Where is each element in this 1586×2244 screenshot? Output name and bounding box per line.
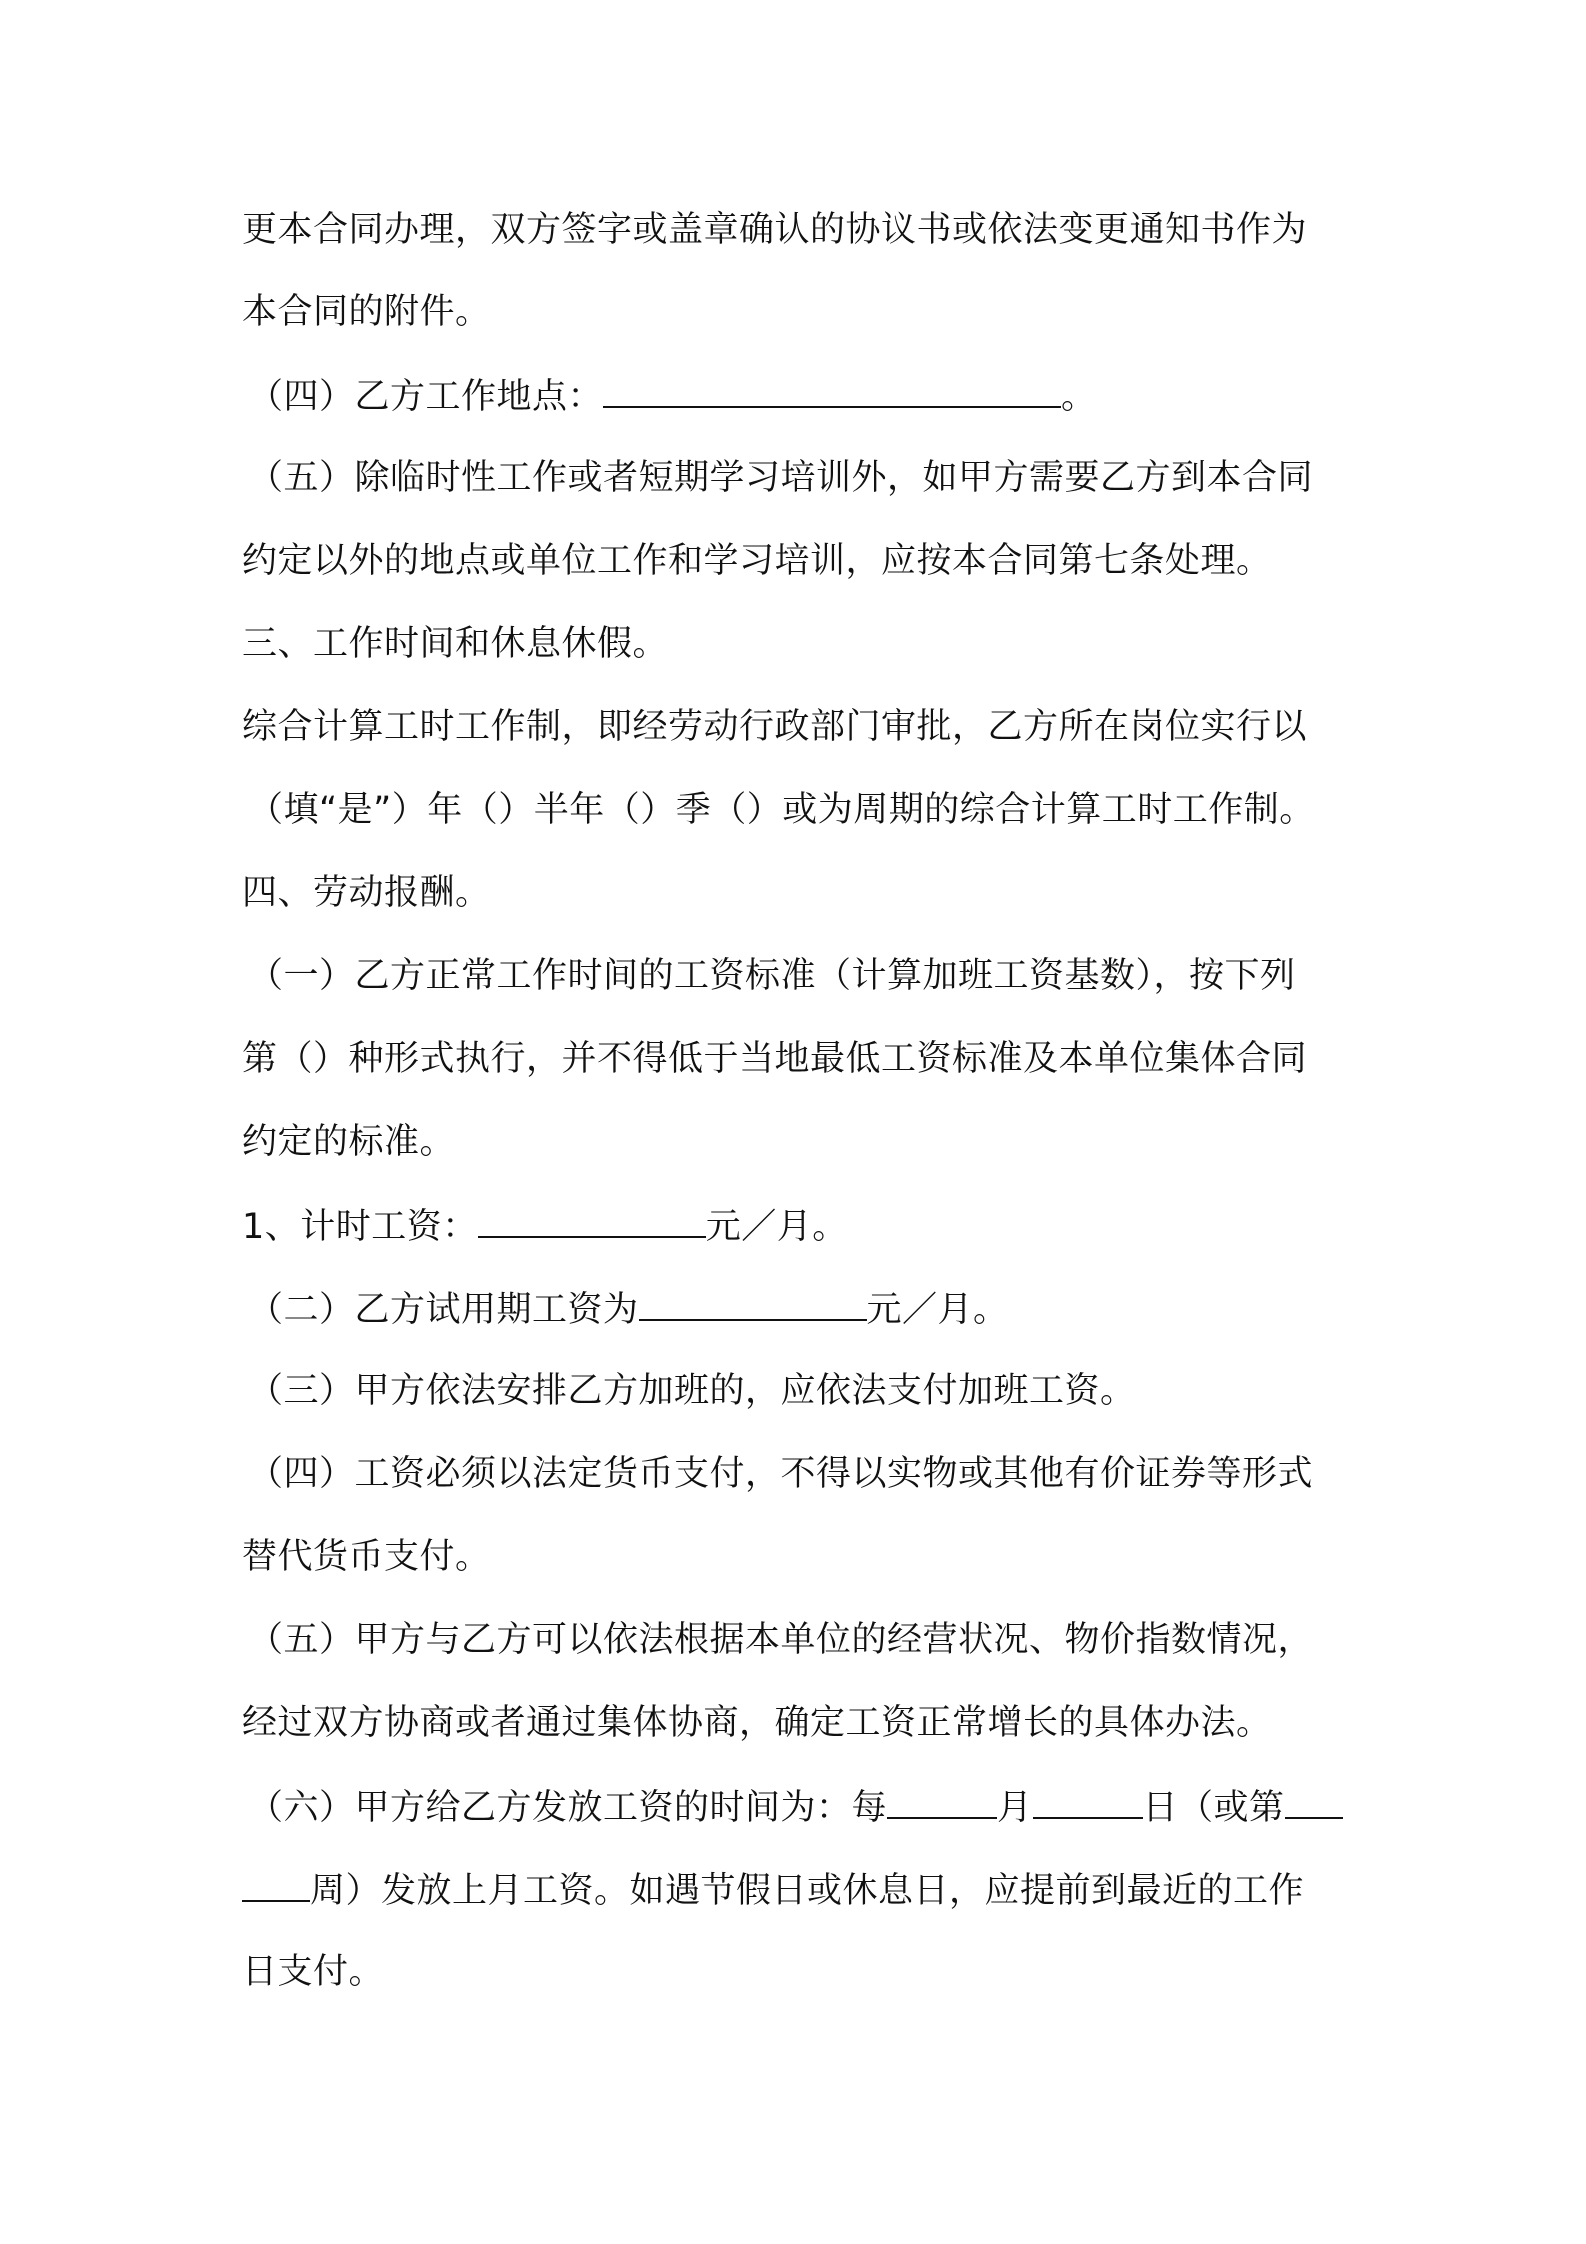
work-location-line [248, 370, 1097, 422]
pay-date-label: （六）甲方给乙方发放工资的时间为：每 [248, 1788, 888, 1828]
paragraph-line: （填“是”）年（）半年（）季（）或为周期的综合计算工时工作制。 [248, 790, 1315, 830]
section-heading: 四、劳动报酬。 [242, 873, 491, 913]
pay-week-blank-start[interactable] [1285, 1781, 1343, 1819]
work-location-label: （四）乙方工作地点： [248, 377, 604, 417]
paragraph-line: 经过双方协商或者通过集体协商，确定工资正常增长的具体办法。 [242, 1703, 1272, 1743]
paragraph-line: （三）甲方依法安排乙方加班的，应依法支付加班工资。 [248, 1371, 1136, 1411]
probation-wage-label: （二）乙方试用期工资为 [248, 1290, 639, 1330]
pay-week-line [242, 1864, 1304, 1916]
day-text: 日（或第 [1142, 1788, 1285, 1828]
pay-month-blank[interactable] [887, 1781, 997, 1819]
work-location-blank[interactable] [603, 370, 1061, 408]
hourly-wage-line [242, 1200, 848, 1252]
probation-wage-line [248, 1283, 1009, 1335]
paragraph-line: 更本合同办理，双方签字或盖章确认的协议书或依法变更通知书作为 [242, 210, 1308, 250]
paragraph-line: 综合计算工时工作制，即经劳动行政部门审批，乙方所在岗位实行以 [242, 707, 1308, 747]
probation-wage-blank[interactable] [639, 1283, 867, 1321]
paragraph-line: （四）工资必须以法定货币支付，不得以实物或其他有价证券等形式 [248, 1454, 1314, 1494]
paragraph-line: 约定以外的地点或单位工作和学习培训，应按本合同第七条处理。 [242, 541, 1272, 581]
pay-week-blank-end[interactable] [242, 1864, 310, 1902]
hourly-wage-label: 1、计时工资： [242, 1207, 478, 1247]
hourly-wage-unit: 元／月。 [705, 1207, 848, 1247]
pay-date-line [248, 1781, 1343, 1833]
pay-week-text: 周）发放上月工资。如遇节假日或休息日，应提前到最近的工作 [310, 1871, 1305, 1911]
paragraph-line: 约定的标准。 [242, 1122, 456, 1162]
probation-wage-unit: 元／月。 [866, 1290, 1009, 1330]
section-heading: 三、工作时间和休息休假。 [242, 624, 669, 664]
period-text: 。 [1061, 377, 1097, 417]
paragraph-line: （五）甲方与乙方可以依法根据本单位的经营状况、物价指数情况， [248, 1620, 1314, 1660]
hourly-wage-blank[interactable] [478, 1200, 706, 1238]
paragraph-line: （一）乙方正常工作时间的工资标准（计算加班工资基数），按下列 [248, 956, 1296, 996]
paragraph-line: （五）除临时性工作或者短期学习培训外，如甲方需要乙方到本合同 [248, 458, 1314, 498]
paragraph-line: 日支付。 [242, 1952, 385, 1992]
paragraph-line: 替代货币支付。 [242, 1537, 491, 1577]
paragraph-line: 第（）种形式执行，并不得低于当地最低工资标准及本单位集体合同 [242, 1039, 1308, 1079]
month-text: 月 [997, 1788, 1033, 1828]
pay-day-blank[interactable] [1033, 1781, 1143, 1819]
paragraph-line: 本合同的附件。 [242, 292, 491, 332]
